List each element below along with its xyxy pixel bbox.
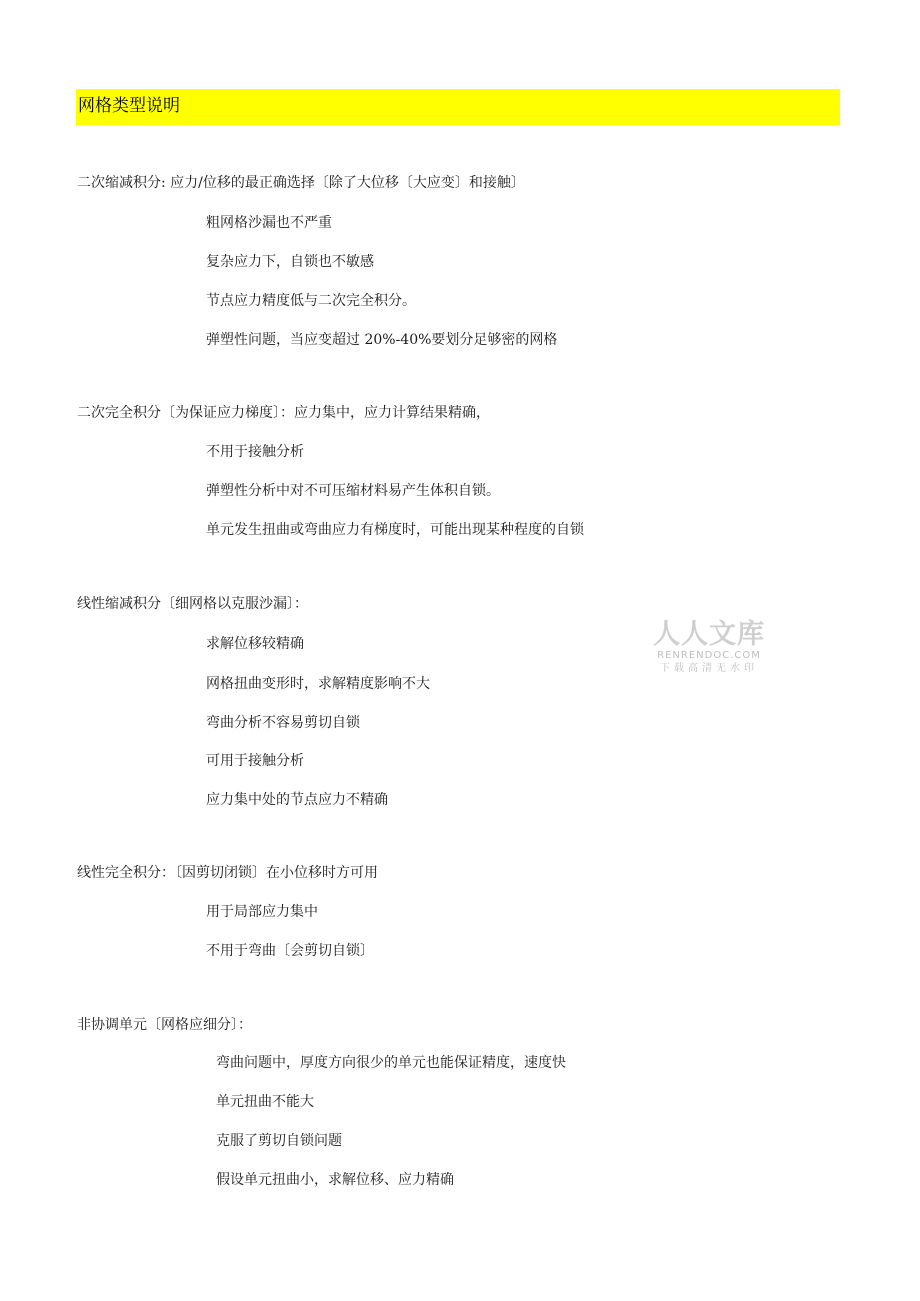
section-heading: 二次完全积分〔为保证应力梯度〕：应力集中，应力计算结果精确，	[77, 405, 490, 421]
list-item: 可用于接触分析	[206, 753, 304, 769]
list-item: 单元发生扭曲或弯曲应力有梯度时，可能出现某种程度的自锁	[206, 522, 584, 538]
watermark-subtext: 下载高清无水印	[660, 663, 758, 674]
list-item: 粗网格沙漏也不严重	[206, 215, 332, 231]
list-item: 网格扭曲变形时，求解精度影响不大	[206, 676, 430, 692]
list-item: 假设单元扭曲小，求解位移、应力精确	[216, 1172, 454, 1188]
list-item: 单元扭曲不能大	[216, 1094, 314, 1110]
list-item: 不用于弯曲〔会剪切自锁〕	[206, 943, 374, 959]
watermark-logo	[646, 620, 772, 675]
list-item: 不用于接触分析	[206, 444, 304, 460]
watermark-domain: RENRENDOC.COM	[657, 650, 761, 661]
section-heading: 二次缩减积分: 应力/位移的最正确选择〔除了大位移〔大应变〕和接触〕	[77, 175, 525, 191]
list-item: 应力集中处的节点应力不精确	[206, 792, 388, 808]
list-item: 弯曲分析不容易剪切自锁	[206, 715, 360, 731]
list-item: 弯曲问题中，厚度方向很少的单元也能保证精度，速度快	[216, 1055, 566, 1071]
list-item: 弹塑性分析中对不可压缩材料易产生体积自锁。	[206, 483, 500, 499]
section-heading: 线性完全积分：〔因剪切闭锁〕在小位移时方可用	[77, 865, 378, 881]
title-bar	[76, 89, 840, 125]
list-item: 节点应力精度低与二次完全积分。	[206, 293, 416, 309]
list-item: 复杂应力下，自锁也不敏感	[206, 254, 374, 270]
list-item: 用于局部应力集中	[206, 904, 318, 920]
page-title: 网格类型说明	[78, 96, 180, 116]
list-item: 求解位移较精确	[206, 636, 304, 652]
watermark-main-text: 人人文库	[653, 619, 765, 650]
list-item: 弹塑性问题，当应变超过 20%-40%要划分足够密的网格	[206, 332, 558, 348]
section-heading: 线性缩减积分〔细网格以克服沙漏〕：	[77, 596, 308, 612]
list-item: 克服了剪切自锁问题	[216, 1133, 342, 1149]
section-heading: 非协调单元〔网格应细分〕：	[77, 1017, 252, 1033]
